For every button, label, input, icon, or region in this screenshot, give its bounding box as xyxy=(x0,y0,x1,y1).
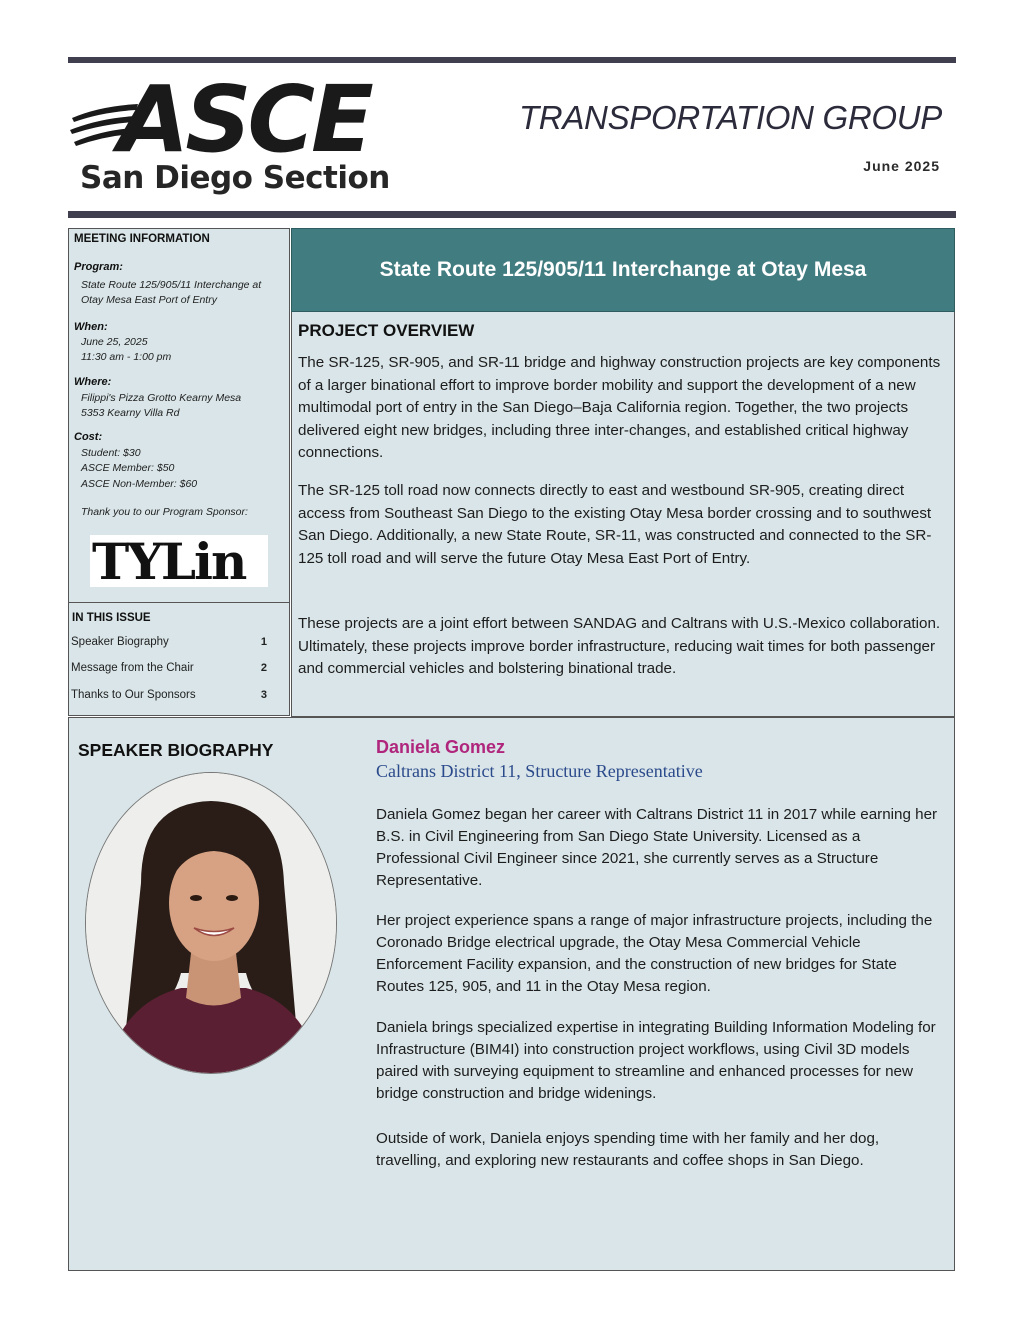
cost-line: Student: $30 xyxy=(81,447,141,459)
bio-paragraph: Daniela brings specialized expertise in integrating Building Information Modeling for Infrastructure (BIM4I) into construction project workflows, using Civil 3D models paired with surveying equipment to streamline and enhanced processes for new bridge construction and bridge widenings. xyxy=(376,1019,936,1102)
where-line: 5353 Kearny Villa Rd xyxy=(81,407,180,419)
speaker-biography-panel xyxy=(68,717,955,1271)
speaker-portrait-icon xyxy=(86,773,336,1073)
toc-heading: IN THIS ISSUE xyxy=(72,612,151,624)
cost-line: ASCE Non-Member: $60 xyxy=(81,478,198,490)
sponsor-logo-tylin xyxy=(90,532,268,591)
newsletter-title: TRANSPORTATION GROUP xyxy=(518,99,942,136)
program-label: Program: xyxy=(74,261,123,273)
asce-logo: ASCE xyxy=(118,66,370,173)
cost-line: ASCE Member: $50 xyxy=(81,462,175,474)
cost-label: Cost: xyxy=(74,431,103,443)
overview-paragraph: The SR-125 toll road now connects directly to east and westbound SR-905, creating direct access from Southeast San Diego to the existing Otay Mesa border crossing and to southwest San Diego. Additionally, a new State Route, SR-11, was constructed and connected to the SR-125 toll road and will serve the future Otay Mesa East Port of Entry. xyxy=(298,482,932,567)
project-overview-panel xyxy=(291,312,955,717)
speaker-role: Caltrans District 11, Structure Representative xyxy=(376,761,703,781)
toc-item-label: Message from the Chair xyxy=(71,662,194,674)
sidebar-divider xyxy=(69,602,289,603)
toc-item-page: 1 xyxy=(260,636,267,648)
top-rule xyxy=(68,57,956,63)
issue-date: June 2025 xyxy=(863,158,940,174)
sponsor-note: Thank you to our Program Sponsor: xyxy=(81,506,248,518)
project-overview-heading: PROJECT OVERVIEW xyxy=(298,321,475,340)
when-line: June 25, 2025 xyxy=(81,336,148,348)
speaker-biography-heading: SPEAKER BIOGRAPHY xyxy=(78,740,274,760)
header-divider xyxy=(68,211,956,218)
toc-item[interactable] xyxy=(71,636,267,648)
toc-item[interactable] xyxy=(71,689,267,701)
section-name: San Diego Section xyxy=(80,160,390,196)
toc-item-page: 3 xyxy=(260,689,267,701)
feature-title: State Route 125/905/11 Interchange at Otay Mesa xyxy=(379,258,867,281)
toc-item-page: 2 xyxy=(260,662,267,674)
overview-paragraph: These projects are a joint effort between SANDAG and Caltrans with U.S.-Mexico collaboration. Ultimately, these projects improve border infrastructure, reducing wait times for both passenger and commercial vehicles and bolstering binational trade. xyxy=(298,615,941,677)
speaker-photo xyxy=(85,772,337,1074)
bio-paragraph: Outside of work, Daniela enjoys spending time with her family and her dog, travelling, and exploring new restaurants and coffee shops in San Diego. xyxy=(376,1130,880,1169)
program-line: Otay Mesa East Port of Entry xyxy=(81,294,217,306)
meeting-info-sidebar xyxy=(68,228,290,716)
overview-paragraph: The SR-125, SR-905, and SR-11 bridge and highway construction projects are key components of a larger binational effort to improve border mobility and support the development of a new multimodal port of entry in the San Diego–Baja California region. Together, the two projects delivered eight new bridges, including three inter-changes, and established critical highway connections. xyxy=(298,354,941,461)
when-line: 11:30 am - 1:00 pm xyxy=(81,351,172,363)
sponsor-logo-text: TYLin xyxy=(92,532,246,591)
bio-paragraph: Her project experience spans a range of major infrastructure projects, including the Coronado Bridge electrical upgrade, the Otay Mesa Commercial Vehicle Enforcement Facility expansion, and the construction of new bridges for State Routes 125, 905, and 11 in the Otay Mesa region. xyxy=(376,912,933,995)
speaker-name: Daniela Gomez xyxy=(376,737,506,757)
when-label: When: xyxy=(74,321,108,333)
toc-item-label: Thanks to Our Sponsors xyxy=(71,689,196,701)
meeting-info-heading: MEETING INFORMATION xyxy=(74,233,210,245)
toc-item-label: Speaker Biography xyxy=(71,636,169,648)
program-line: State Route 125/905/11 Interchange at xyxy=(81,279,262,291)
bio-paragraph: Daniela Gomez began her career with Caltrans District 11 in 2017 while earning her B.S. in Civil Engineering from San Diego State University. Licensed as a Professional Civil Engineer since 2021, she currently serves as a Structure Representative. xyxy=(376,806,938,889)
where-line: Filippi's Pizza Grotto Kearny Mesa xyxy=(81,392,242,404)
where-label: Where: xyxy=(74,376,112,388)
toc-item[interactable] xyxy=(71,662,267,674)
feature-title-bar xyxy=(291,228,955,312)
